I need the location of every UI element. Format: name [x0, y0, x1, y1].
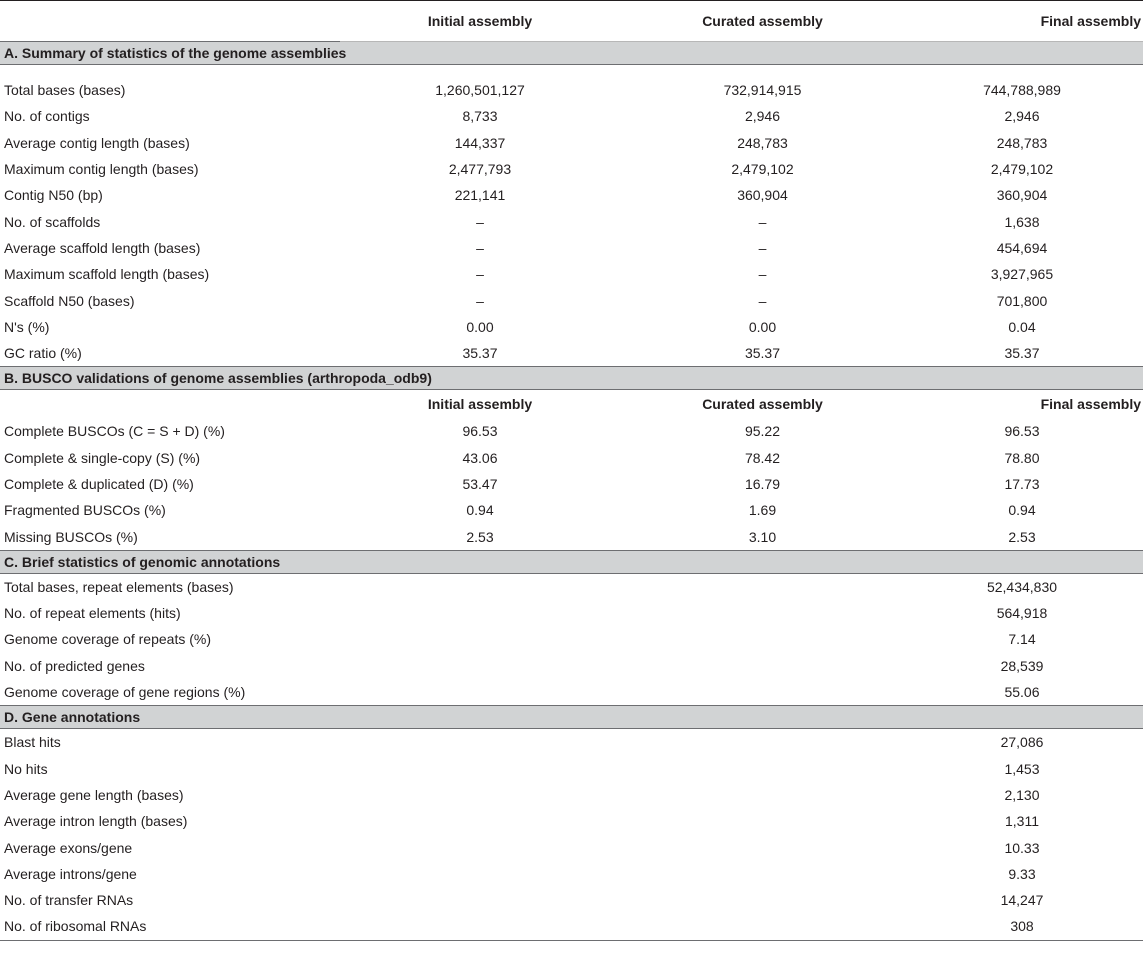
cell-final: 52,434,830: [986, 578, 1058, 595]
table-row: [0, 261, 1143, 287]
table-row: [0, 729, 1143, 756]
cell-final: 564,918: [996, 605, 1048, 622]
table-row: [0, 523, 1143, 550]
cell-initial: –: [476, 292, 484, 309]
cell-initial: [340, 600, 620, 626]
cell-curated: [620, 782, 905, 808]
cell-final: 35.37: [1004, 345, 1040, 362]
cell-final: 28,539: [1000, 657, 1044, 674]
table-row: [0, 653, 1143, 679]
cell-initial: [340, 834, 620, 860]
table-row: [0, 497, 1143, 523]
cell-curated: 732,914,915: [723, 82, 802, 99]
table-row: [0, 445, 1143, 471]
cell-final: 2,946: [1004, 108, 1040, 125]
cell-final: 1,311: [1005, 813, 1039, 830]
cell-initial: –: [476, 239, 484, 256]
cell-final: 9.33: [1008, 865, 1036, 882]
table-row: [0, 130, 1143, 156]
row-label: Blast hits: [4, 734, 61, 751]
table-row: [0, 471, 1143, 497]
cell-initial: 2,477,793: [448, 161, 512, 178]
busco-column-header-row: [0, 390, 1143, 419]
column-header-curated: Curated assembly: [702, 396, 823, 413]
table-row: [0, 861, 1143, 887]
cell-curated: –: [758, 239, 767, 256]
section-header-b: [0, 367, 1143, 390]
table-row: [0, 77, 1143, 103]
row-label: No hits: [4, 760, 48, 777]
cell-initial: [340, 913, 620, 940]
column-header-final: Final assembly: [1040, 396, 1141, 413]
row-label: Average intron length (bases): [4, 813, 188, 830]
row-label: No. of repeat elements (hits): [4, 605, 181, 622]
row-label: Genome coverage of gene regions (%): [4, 684, 246, 701]
row-label: Genome coverage of repeats (%): [4, 631, 211, 648]
cell-curated: [620, 653, 905, 679]
cell-initial: [340, 729, 620, 756]
cell-curated: 35.37: [744, 345, 781, 362]
cell-curated: 2,946: [744, 108, 781, 125]
table-row: [0, 182, 1143, 208]
row-label: Missing BUSCOs (%): [4, 528, 138, 545]
cell-final: 1,638: [1004, 213, 1040, 230]
section-title: B. BUSCO validations of genome assemblies (arthropoda_odb9): [0, 367, 1143, 390]
cell-final: 55.06: [1004, 684, 1040, 701]
cell-curated: –: [758, 213, 767, 230]
cell-curated: [620, 808, 905, 834]
row-label: Complete & duplicated (D) (%): [4, 476, 194, 492]
table-body: [0, 1, 1143, 941]
empty-header-cell: [0, 1, 340, 42]
cell-final: 454,694: [996, 239, 1048, 256]
row-label: Maximum contig length (bases): [4, 161, 199, 178]
cell-curated: 2,479,102: [731, 161, 794, 178]
table-row: [0, 156, 1143, 182]
cell-initial: [340, 653, 620, 679]
cell-curated: –: [758, 292, 767, 309]
cell-final: 0.94: [1008, 502, 1036, 519]
row-label: Contig N50 (bp): [4, 187, 103, 204]
cell-initial: –: [476, 213, 484, 230]
table-row: [0, 235, 1143, 261]
cell-initial: [340, 626, 620, 652]
cell-final: 27,086: [1000, 734, 1044, 751]
cell-final: 17.73: [1004, 476, 1040, 492]
cell-curated: [620, 729, 905, 756]
cell-final: 2,479,102: [990, 161, 1054, 178]
cell-final: 14,247: [1000, 892, 1044, 909]
cell-initial: [340, 679, 620, 706]
cell-curated: [620, 913, 905, 940]
cell-initial: 43.06: [462, 449, 498, 466]
cell-final: 744,788,989: [983, 82, 1061, 99]
row-label: Fragmented BUSCOs (%): [4, 502, 166, 519]
row-label: No. of contigs: [4, 108, 90, 125]
cell-final: 308: [905, 913, 1143, 940]
cell-initial: 53.47: [462, 476, 498, 492]
row-label: No. of ribosomal RNAs: [0, 913, 340, 940]
cell-final: 10.33: [1004, 839, 1040, 856]
row-label: Maximum scaffold length (bases): [4, 266, 210, 283]
table-row: [0, 314, 1143, 340]
cell-initial: 221,141: [454, 187, 506, 204]
cell-final: 96.53: [1004, 423, 1040, 440]
cell-final: 360,904: [996, 187, 1048, 204]
row-label: No. of transfer RNAs: [4, 892, 134, 909]
row-label: Average scaffold length (bases): [4, 239, 201, 256]
cell-curated: 16.79: [744, 476, 781, 492]
table-row: [0, 418, 1143, 444]
section-header-d: [0, 706, 1143, 729]
cell-curated: 248,783: [737, 134, 788, 151]
cell-curated: [620, 887, 905, 913]
cell-curated: [620, 756, 905, 782]
table-row: [0, 287, 1143, 313]
cell-curated: [620, 573, 905, 600]
table-row: [0, 208, 1143, 234]
table-row: [0, 626, 1143, 652]
section-title: A. Summary of statistics of the genome assemblies: [0, 42, 1143, 65]
cell-curated: [620, 861, 905, 887]
cell-final: 248,783: [996, 134, 1048, 151]
table-row: [0, 103, 1143, 129]
cell-initial: [340, 756, 620, 782]
cell-initial: [340, 887, 620, 913]
table-row: [0, 834, 1143, 860]
cell-curated: 0.00: [748, 318, 777, 335]
cell-final: 701,800: [996, 292, 1048, 309]
cell-initial: 1,260,501,127: [435, 82, 525, 99]
empty-header-cell: [0, 390, 340, 419]
cell-final: 2,130: [1004, 786, 1040, 803]
cell-initial: –: [476, 266, 484, 283]
cell-final: 1,453: [1004, 760, 1040, 777]
cell-initial: [340, 573, 620, 600]
cell-initial: 96.53: [462, 423, 498, 440]
row-label: Complete & single-copy (S) (%): [4, 449, 201, 466]
row-label: Total bases (bases): [4, 82, 126, 99]
table-row: [0, 913, 1143, 940]
section-header-a: [0, 42, 1143, 65]
section-header-c: [0, 550, 1143, 573]
table-row: [0, 756, 1143, 782]
cell-initial: [340, 861, 620, 887]
cell-curated: 78.42: [744, 449, 781, 466]
row-label: Average gene length (bases): [4, 786, 184, 803]
cell-curated: 360,904: [737, 187, 788, 204]
table-row: [0, 808, 1143, 834]
row-label: Average contig length (bases): [4, 134, 190, 151]
cell-initial: 0.00: [466, 318, 494, 335]
row-label: Total bases, repeat elements (bases): [4, 578, 234, 595]
column-header-initial: Initial assembly: [427, 396, 533, 413]
cell-curated: [620, 679, 905, 706]
column-header-curated: Curated assembly: [620, 1, 905, 42]
section-title: D. Gene annotations: [0, 706, 1143, 729]
table-row: [0, 782, 1143, 808]
cell-initial: 144,337: [454, 134, 506, 151]
cell-curated: 1.69: [748, 502, 777, 519]
cell-final: 3,927,965: [990, 266, 1054, 283]
cell-initial: [340, 782, 620, 808]
section-title: C. Brief statistics of genomic annotations: [0, 550, 1143, 573]
row-label: N's (%): [4, 318, 50, 335]
column-header-final: Final assembly: [905, 1, 1143, 42]
cell-final: 7.14: [1008, 631, 1036, 648]
table-row: [0, 600, 1143, 626]
cell-final: 0.04: [1008, 318, 1036, 335]
cell-curated: 3.10: [748, 528, 777, 545]
cell-initial: 0.94: [466, 502, 494, 519]
row-label: Average introns/gene: [4, 865, 137, 882]
table-row: [0, 573, 1143, 600]
spacer-row: [0, 65, 1143, 78]
cell-final: 2.53: [1008, 528, 1036, 545]
cell-curated: [620, 626, 905, 652]
row-label: Average exons/gene: [4, 839, 133, 856]
cell-curated: 95.22: [744, 423, 781, 440]
cell-initial: 2.53: [466, 528, 494, 545]
column-header-initial: Initial assembly: [340, 1, 620, 42]
row-label: Scaffold N50 (bases): [4, 292, 135, 309]
table-row: [0, 679, 1143, 706]
row-label: GC ratio (%): [4, 345, 82, 362]
column-header-row: [0, 1, 1143, 42]
row-label: No. of predicted genes: [4, 657, 145, 674]
table-row: [0, 887, 1143, 913]
cell-curated: –: [758, 266, 767, 283]
cell-final: 78.80: [1004, 449, 1040, 466]
cell-initial: [340, 808, 620, 834]
cell-curated: [620, 600, 905, 626]
cell-initial: 35.37: [462, 345, 498, 362]
table-row: [0, 340, 1143, 367]
row-label: Complete BUSCOs (C = S + D) (%): [4, 423, 225, 440]
row-label: No. of scaffolds: [4, 213, 101, 230]
cell-curated: [620, 834, 905, 860]
cell-initial: 8,733: [462, 108, 498, 125]
